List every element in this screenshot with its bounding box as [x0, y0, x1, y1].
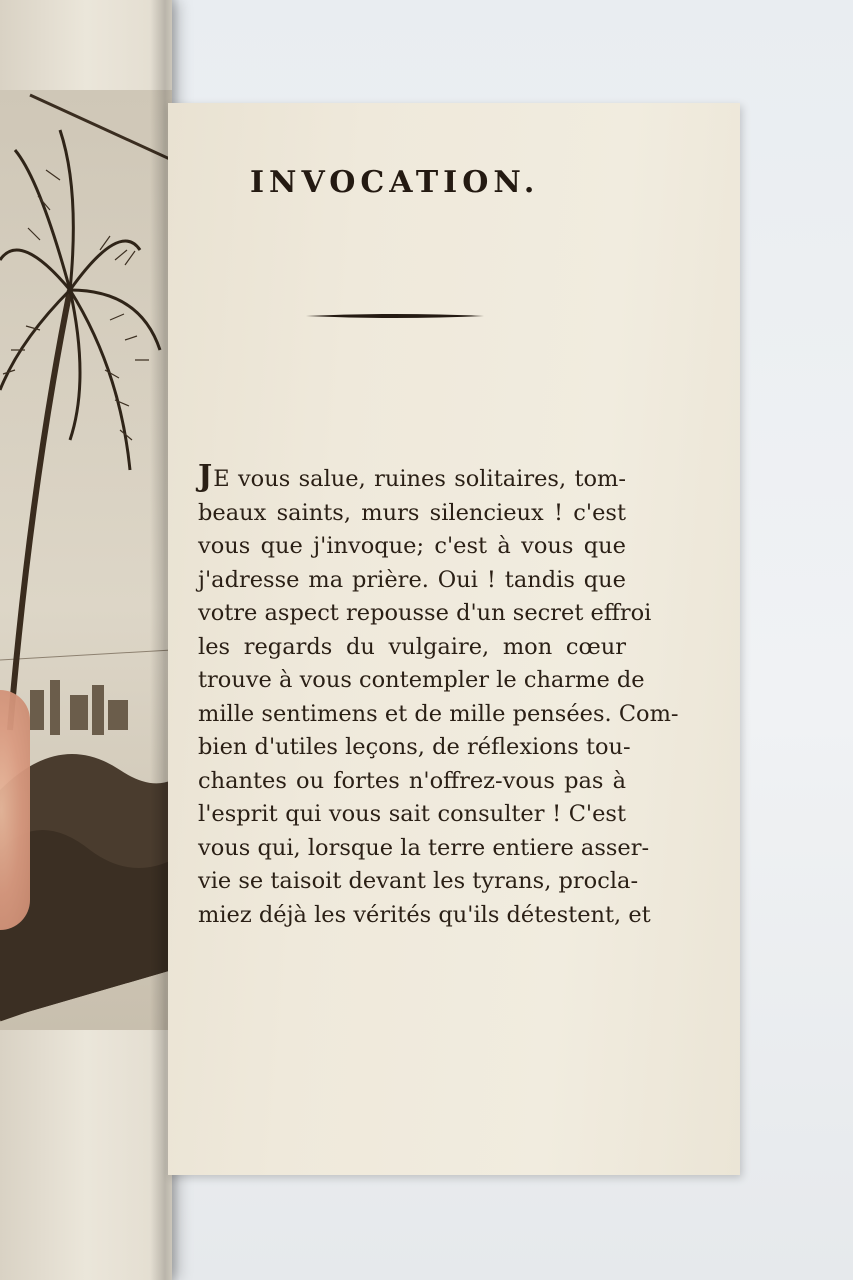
body-paragraph [198, 459, 679, 932]
text-line: vous qui, lorsque la terre entiere asser- [198, 834, 650, 861]
text-line [198, 460, 626, 497]
text-line: vie se taisoit devant les tyrans, procla- [198, 868, 639, 894]
left-facing-page [0, 0, 172, 1280]
text-line: chantes ou fortes n'offrez-vous pas à [198, 767, 626, 794]
text-line: les regards du vulgaire, mon cœur [198, 633, 626, 660]
text-line: vous que j'invoque; c'est à vous que [198, 533, 626, 559]
text-line: mille sentimens et de mille pensées. Com- [198, 700, 679, 727]
text-line: votre aspect repousse d'un secret effroi [198, 600, 652, 626]
drop-cap: J [198, 459, 214, 494]
text-line: miez déjà les vérités qu'ils détestent, et [198, 901, 651, 928]
thumb [0, 690, 30, 930]
ornamental-rule [306, 313, 484, 319]
text-line: l'esprit qui vous sait consulter ! C'est [198, 801, 626, 827]
text-line: bien d'utiles leçons, de réflexions tou- [198, 734, 631, 760]
text-line: j'adresse ma prière. Oui ! tandis que [198, 566, 626, 593]
text-line-content: E vous salue, ruines solitaires, tom- [213, 466, 626, 492]
page-title: INVOCATION. [250, 165, 540, 200]
text-line: beaux saints, murs silencieux ! c'est [198, 499, 626, 526]
text-line: trouve à vous contempler le charme de [198, 667, 645, 693]
